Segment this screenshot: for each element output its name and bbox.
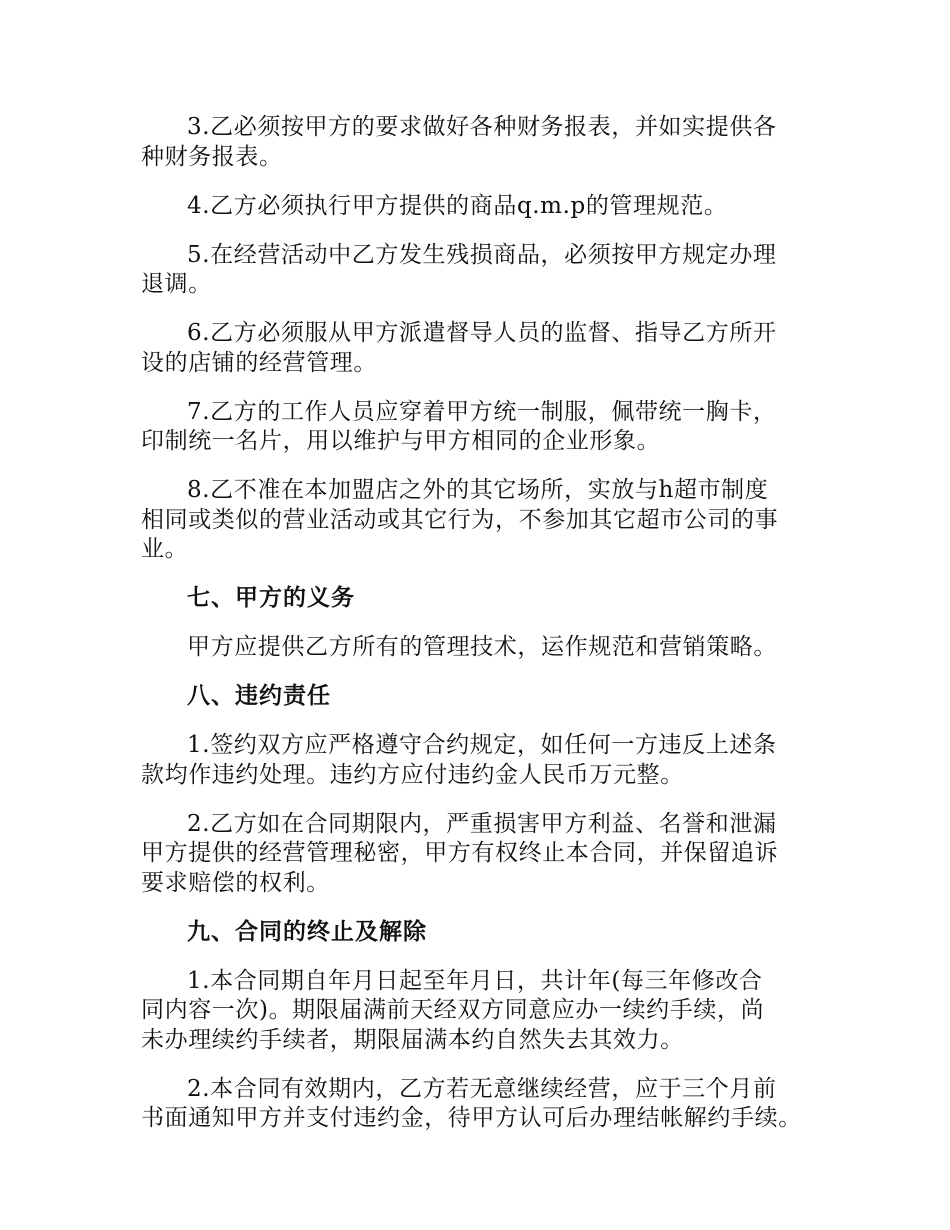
section-heading: 八、违约责任	[187, 683, 331, 709]
clause-paragraph: 1.本合同期自年月日起至年月日，共计年(每三年修改合 同内容一次)。期限届满前天经双方同意应办一续约手续，尚 未办理续约手续者，期限届满本约自然失去其效力。	[141, 967, 765, 1053]
section-heading: 九、合同的终止及解除	[187, 918, 427, 945]
clause-paragraph: 1.签约双方应严格遵守合约规定，如任何一方违反上述条 款均作违约处理。违约方应付违约金人民币万元整。	[141, 732, 777, 788]
clause-paragraph: 3.乙必须按甲方的要求做好各种财务报表，并如实提供各 种财务报表。	[141, 114, 777, 170]
section-heading: 七、甲方的义务	[187, 585, 355, 611]
clause-paragraph: 2.乙方如在合同期限内，严重损害甲方利益、名誉和泄漏 甲方提供的经营管理秘密，甲方有权终止本合同，并保留追诉 要求赔偿的权利。	[141, 810, 779, 896]
clause-paragraph: 4.乙方必须执行甲方提供的商品q.m.p的管理规范。	[187, 192, 728, 219]
clause-paragraph: 5.在经营活动中乙方发生残损商品，必须按甲方规定办理 退调。	[141, 241, 777, 297]
clause-paragraph: 2.本合同有效期内，乙方若无意继续经营，应于三个月前 书面通知甲方并支付违约金，待甲方认可后办理结帐解约手续。	[141, 1075, 802, 1131]
clause-paragraph: 7.乙方的工作人员应穿着甲方统一制服，佩带统一胸卡， 印制统一名片，用以维护与甲方相同的企业形象。	[141, 398, 777, 454]
clause-paragraph: 甲方应提供乙方所有的管理技术，运作规范和营销策略。	[187, 634, 777, 660]
clause-paragraph: 6.乙方必须服从甲方派遣督导人员的监督、指导乙方所开 设的店铺的经营管理。	[141, 320, 777, 376]
clause-paragraph: 8.乙不准在本加盟店之外的其它场所，实放与h超市制度 相同或类似的营业活动或其它行为，不参加其它超市公司的事 业。	[141, 477, 779, 562]
document-body	[141, 113, 821, 1153]
